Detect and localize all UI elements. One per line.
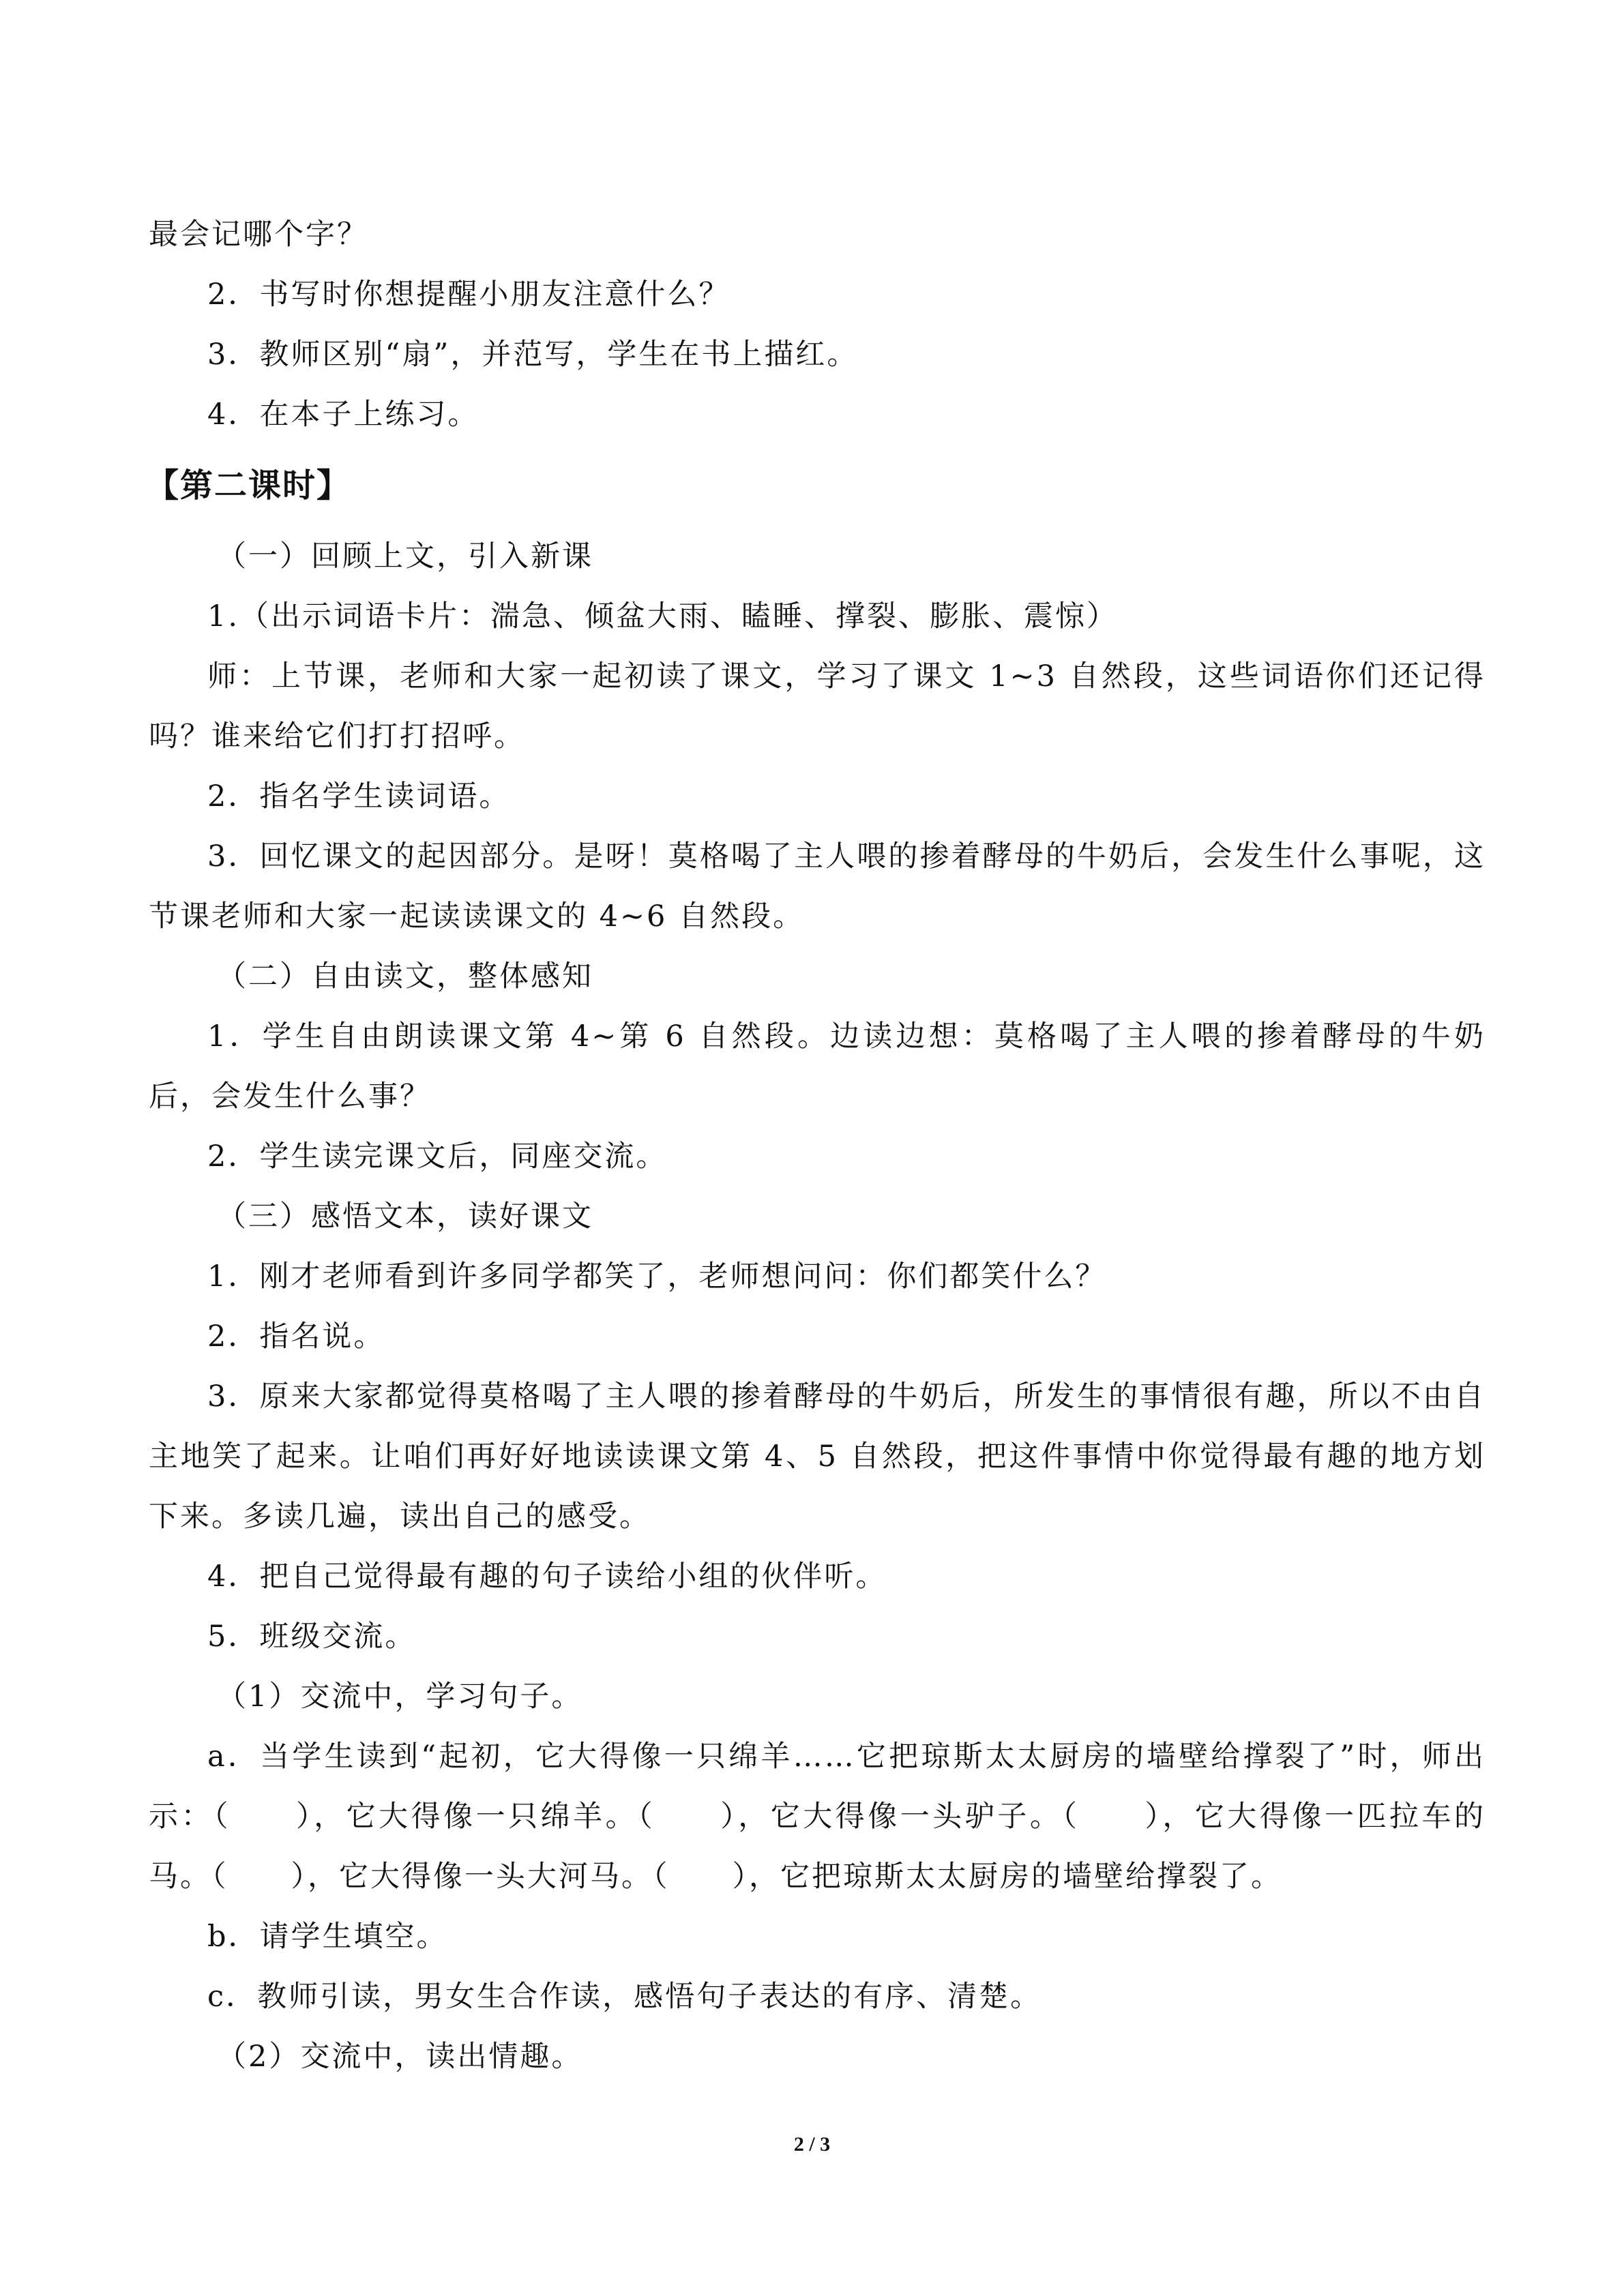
text-line: 2．指名说。 <box>207 1320 385 1354</box>
paragraph: 3．原来大家都觉得莫格喝了主人喂的掺着酵母的牛奶后，所发生的事情很有趣，所以不由自主地笑了起来。让咱们再好好地读读课文第 4、5 自然段，把这件事情中你觉得最有趣的地方划下来。多读几遍，读出自己的感受。 <box>149 1380 1486 1534</box>
text-line: 4．在本子上练习。 <box>207 398 479 432</box>
text-line: 1．刚才老师看到许多同学都笑了，老师想问问：你们都笑什么？ <box>207 1259 1107 1294</box>
text-line: 2．学生读完课文后，同座交流。 <box>207 1139 668 1174</box>
paragraph: a．当学生读到“起初，它大得像一只绵羊……它把琼斯太太厨房的墙壁给撑裂了”时，师出示：（ ），它大得像一只绵羊。（ ），它大得像一头驴子。（ ），它大得像一匹拉车的马。（ ），它大得像一头大河马。（ ），它把琼斯太太厨房的墙壁给撑裂了。 <box>149 1740 1486 1894</box>
section-heading: 【第二课时】 <box>146 466 351 505</box>
text-line: 2．指名学生读词语。 <box>207 779 511 814</box>
paragraph: 3．回忆课文的起因部分。是呀！莫格喝了主人喂的掺着酵母的牛奶后，会发生什么事呢，这节课老师和大家一起读读课文的 4~6 自然段。 <box>149 839 1486 934</box>
text-line: 1.（出示词语卡片：湍急、倾盆大雨、瞌睡、撑裂、膨胀、震惊） <box>207 599 1119 633</box>
paragraph: 1．学生自由朗读课文第 4~第 6 自然段。边读边想：莫格喝了主人喂的掺着酵母的牛奶后，会发生什么事？ <box>149 1019 1486 1114</box>
document-page <box>146 205 1486 2087</box>
text-line: （1）交流中，学习句子。 <box>217 1680 583 1714</box>
text-line: 最会记哪个字？ <box>149 218 368 252</box>
text-line: （2）交流中，读出情趣。 <box>217 2040 583 2074</box>
text-line: 4．把自己觉得最有趣的句子读给小组的伙伴听。 <box>207 1560 887 1594</box>
subsection-heading: （一）回顾上文，引入新课 <box>217 539 593 573</box>
text-line: 3．教师区别“扇”，并范写，学生在书上描红。 <box>207 338 859 372</box>
text-line: b．请学生填空。 <box>207 1920 448 1954</box>
paragraph: 师：上节课，老师和大家一起初读了课文，学习了课文 1~3 自然段，这些词语你们还记得吗？谁来给它们打打招呼。 <box>149 659 1486 754</box>
text-line: c．教师引读，男女生合作读，感悟句子表达的有序、清楚。 <box>207 1980 1042 2014</box>
subsection-heading: （二）自由读文，整体感知 <box>217 959 593 994</box>
text-line: 2．书写时你想提醒小朋友注意什么？ <box>207 278 730 312</box>
text-line: 5．班级交流。 <box>207 1620 417 1654</box>
subsection-heading: （三）感悟文本，读好课文 <box>217 1199 593 1234</box>
page-number: 2 / 3 <box>793 2133 831 2156</box>
